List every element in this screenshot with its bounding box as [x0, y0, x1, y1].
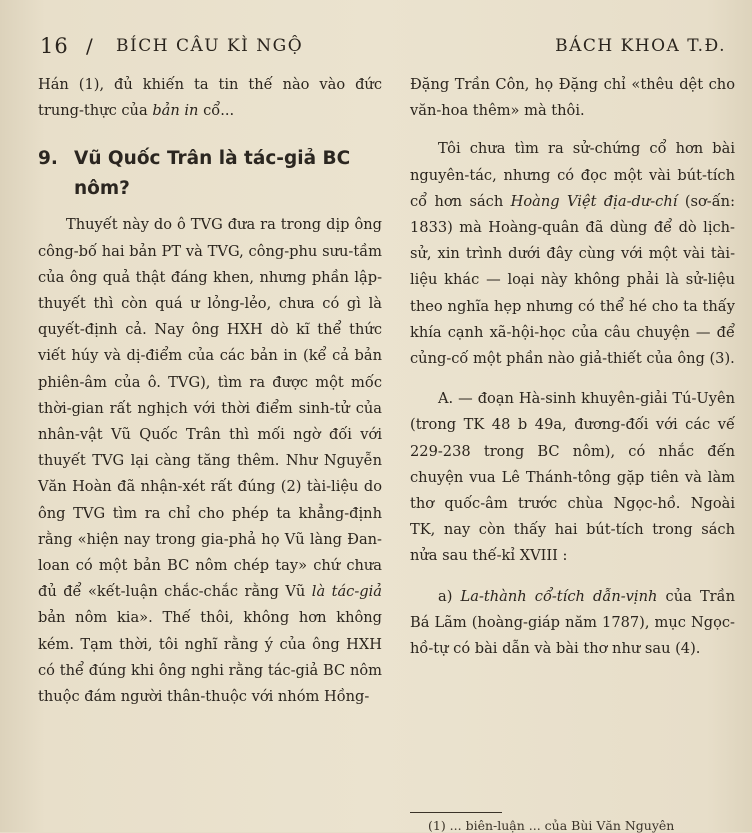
- section-title: Vũ Quốc Trân là tác-giả BC nôm?: [74, 148, 351, 200]
- paragraph-body: Thuyết này do ô TVG đưa ra trong dịp ông công-bố hai bản PT và TVG, công-phu sưu-tầm của ông quả thật đáng khen, nhưng phần lập-thuyết thì còn quá ư lỏng-lẻo, chưa có gì là quyết-định cả. Nay ông HXH dò kĩ thể thức viết húy và dị-điểm của các bản in (kể cả bản phiên-âm của ô. TVG), tìm ra được một mốc thời-gian rất nghịch với thời điểm sinh-tử của nhân-vật Vũ Quốc Trân thì mối ngờ đối với thuyết TVG lại càng tăng thêm. Như Nguyễn Văn Hoàn đã nhận-xét rất đúng (2) tài-liệu do ông TVG tìm ra chỉ cho phép ta khẳng-định rằng «hiện nay trong gia-phả họ Vũ làng Đan-loan có một bản BC nôm chép tay» chứ chưa đủ để «kết-luận chắc-chắc rằng Vũ là tác-giả bản nôm kia». Thế thôi, không hơn không kém. Tạm thời, tôi nghĩ rằng ý của ông HXH có thể đúng khi ông nghi rằng tác-giả BC nôm thuộc đám người thân-thuộc với nhóm Hồng-: [38, 216, 382, 706]
- footnote-text: (1) ... biên-luận ... của Bùi Văn Nguyên: [428, 818, 675, 833]
- footnote-rule: [410, 812, 502, 813]
- section-number: 9.: [38, 148, 58, 170]
- paragraph-item-a-sub: a) La-thành cổ-tích dẫn-vịnh của Trần Bá Lãm (hoàng-giáp năm 1787), mục Ngọc-hồ-tự có bài dẫn và bài thơ như sau (4).: [410, 587, 735, 658]
- paragraph-continuation: Đặng Trần Côn, họ Đặng chỉ «thêu dệt cho văn-hoa thêm» mà thôi.: [410, 76, 735, 120]
- page-header: [40, 30, 726, 64]
- running-title: BÍCH CÂU KÌ NGỘ: [116, 36, 304, 56]
- paragraph-item-a: A. — đoạn Hà-sinh khuyên-giải Tú-Uyên (trong TK 48 b 49a, đương-đối với các vế 229-238 trong BC nôm), có nhắc đến chuyện vua Lê Thánh-tông gặp tiên và làm thơ quốc-âm trước chùa Ngọc-hồ. Ngoài TK, nay còn thấy hai bút-tích trong sách nửa sau thế-kỉ XVIII :: [410, 390, 735, 565]
- journal-title: BÁCH KHOA T.Đ.: [555, 36, 726, 56]
- paragraph-intro: Hán (1), đủ khiến ta tin thế nào vào đức trung-thực của bản in cổ...: [38, 76, 382, 120]
- page-number: 16: [40, 34, 69, 58]
- paragraph-research: Tôi chưa tìm ra sử-chứng cổ hơn bài nguyên-tác, nhưng có đọc một vài bút-tích cổ hơn sách Hoàng Việt địa-dư-chí (sơ-ấn: 1833) mà Hoàng-quân đã dùng để dò lịch-sử, xin trình dưới đây cùng với một vài tài-liệu khác — loại này không phải là sử-liệu theo nghĩa hẹp nhưng có thể hé cho ta thấy khía cạnh xã-hội-học của câu chuyện — để củng-cố một phần nào giả-thiết của ông (3).: [410, 140, 735, 368]
- header-separator: /: [86, 34, 93, 58]
- right-column: [410, 72, 735, 662]
- left-column: [38, 72, 382, 710]
- section-heading: [38, 144, 382, 204]
